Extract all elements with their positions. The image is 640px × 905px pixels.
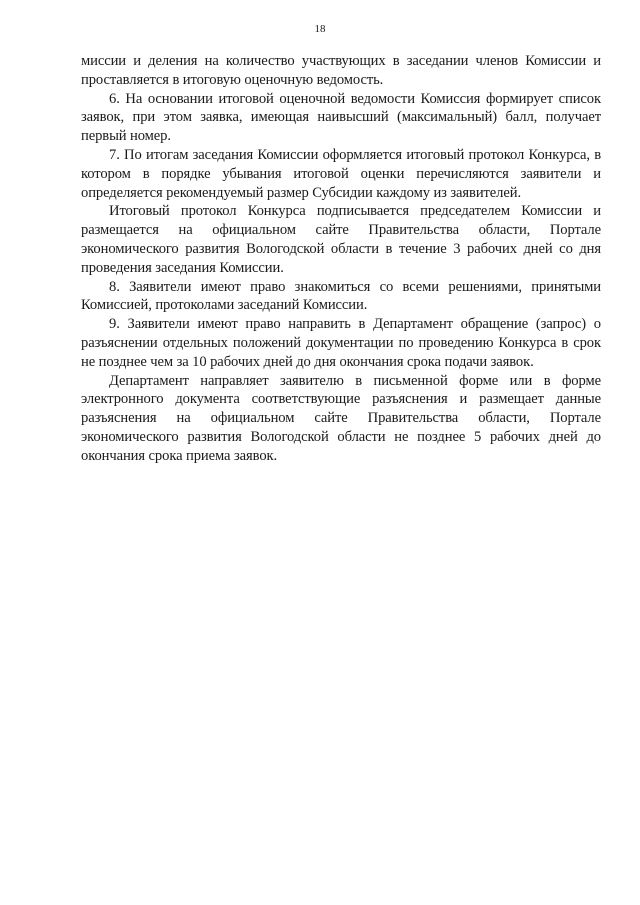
page-number: 18 bbox=[314, 23, 326, 35]
paragraph-item-9: 9. Заявители имеют право направить в Департамент обращение (запрос) о разъяснении отдельных положений документации по проведению Конкурса в срок не позднее чем за 10 рабочих дней до дня окончания срока подачи заявок. bbox=[81, 316, 601, 370]
paragraph-item-6: 6. На основании итоговой оценочной ведомости Комиссия формирует список заявок, при этом заявка, имеющая наивысший (максимальный) балл, получает первый номер. bbox=[81, 90, 601, 145]
paragraph-continuation: миссии и деления на количество участвующих в заседании членов Комиссии и проставляется в итоговую оценочную ведомость. bbox=[81, 53, 601, 88]
paragraph-item-8: 8. Заявители имеют право знакомиться со всеми решениями, принятыми Комиссией, протоколами заседаний Комиссии. bbox=[81, 278, 601, 314]
document-body bbox=[81, 52, 601, 466]
paragraph-department-response: Департамент направляет заявителю в письменной форме или в форме электронного документа соответствующие разъяснения и размещает данные разъяснения на официальном сайте Правительства области, Портале экономического развития Вологодской области не позднее 5 рабочих дней до окончания срока приема заявок. bbox=[81, 372, 601, 464]
paragraph-final-protocol: Итоговый протокол Конкурса подписывается председателем Комиссии и размещается на официальном сайте Правительства области, Портале экономического развития Вологодской области в течение 3 рабочих дней со дня проведения заседания Комиссии. bbox=[81, 203, 601, 276]
paragraph-item-7: 7. По итогам заседания Комиссии оформляется итоговый протокол Конкурса, в котором в порядке убывания итоговой оценки перечисляются заявители и определяется рекомендуемый размер Субсидии каждому из заявителей. bbox=[81, 146, 601, 201]
